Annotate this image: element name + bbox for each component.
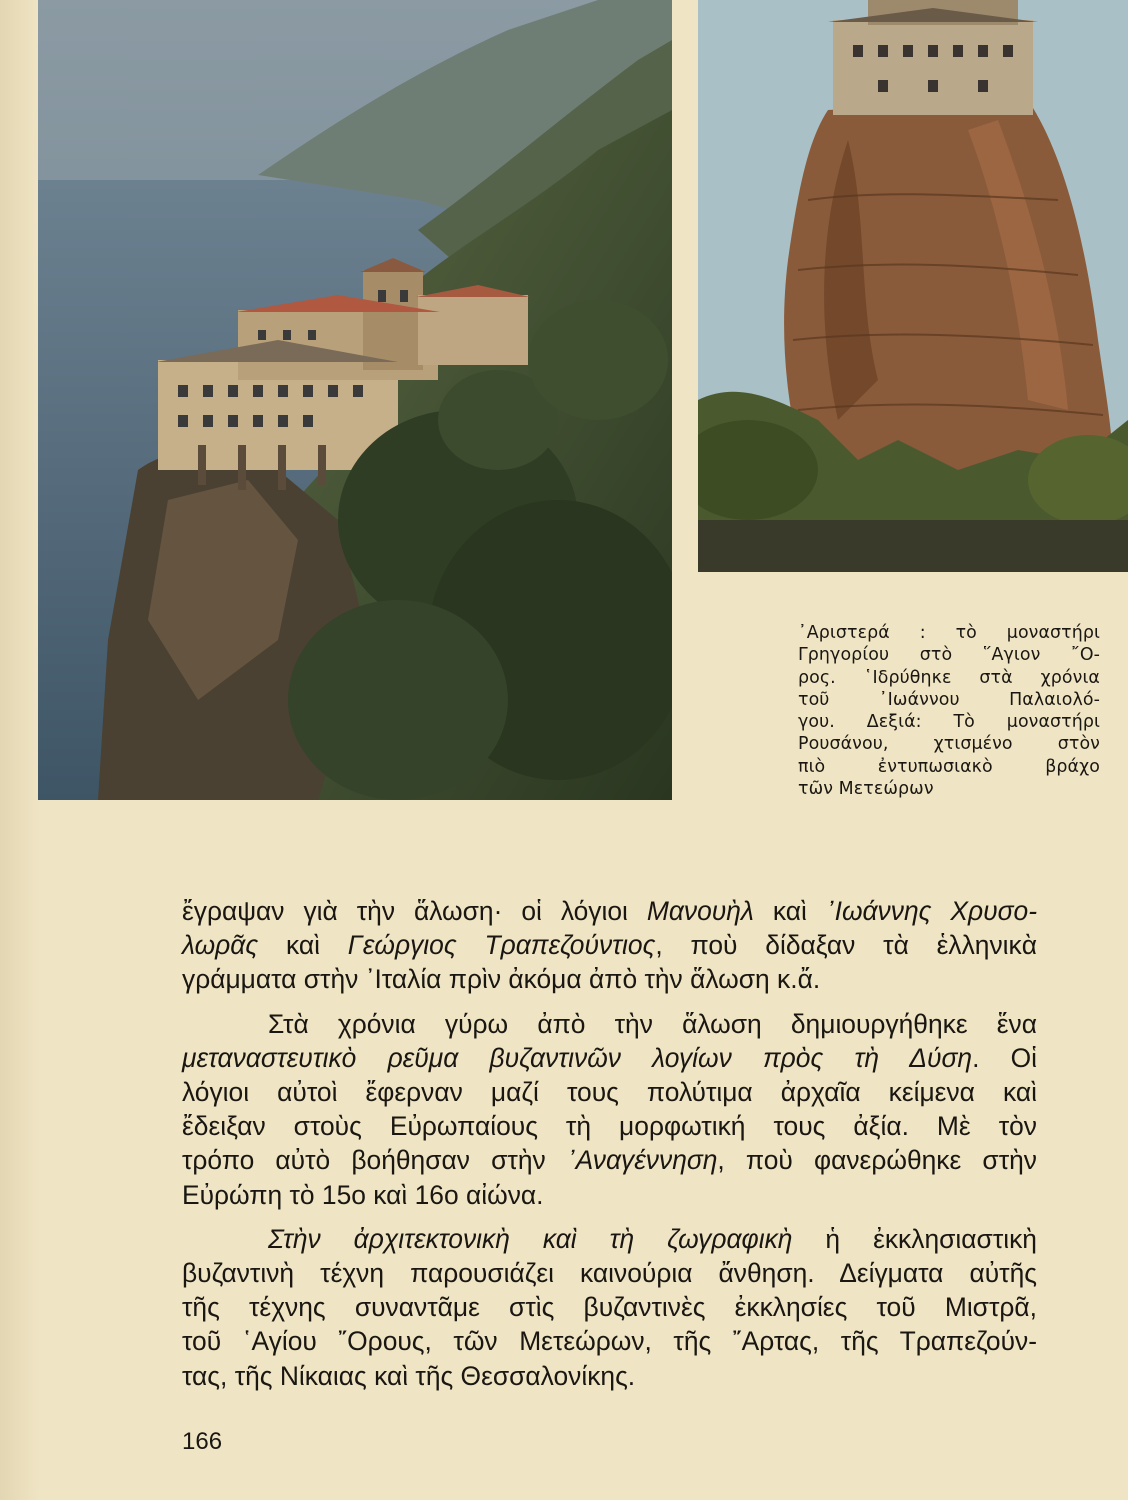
text-span: ἡ ἐκκλησιαστικὴ: [792, 1223, 1037, 1254]
meteora-illustration: [698, 0, 1128, 572]
photo-caption: [798, 622, 1100, 800]
text-span: τρόπο αὐτὸ βοήθησαν στὴν: [182, 1145, 567, 1176]
italic-phrase: μεταναστευτικὸ ρεῦμα βυζαντινῶν λογίων πρὸς τὴ Δύση: [182, 1042, 973, 1073]
caption-line: τῶν Μετεώρων: [798, 779, 934, 800]
page-edge: [0, 0, 40, 1500]
text-span: καὶ: [258, 930, 348, 961]
photo-grigoriou-monastery: [38, 0, 672, 800]
caption-line: πιὸ ἐντυπωσιακὸ βράχο: [798, 756, 1100, 777]
text-span: ἔγραψαν γιὰ τὴν ἅλωση· οἱ λόγιοι: [182, 896, 647, 926]
caption-line: τοῦ ᾿Ιωάννου Παλαιολό-: [798, 689, 1100, 710]
caption-line: ρος. ῾Ιδρύθηκε στὰ χρόνια: [798, 667, 1100, 688]
text-line: βυζαντινὴ τέχνη παρουσιάζει καινούρια ἄνθηση. Δείγματα αὐτῆς: [182, 1258, 1037, 1289]
paragraph-1: [182, 894, 1037, 997]
text-line: ἔδειξαν στοὺς Εὐρωπαίους τὴ μορφωτική τους ἀξία. Μὲ τὸν: [182, 1111, 1037, 1142]
italic-phrase: ᾿Αναγέννηση: [566, 1145, 718, 1176]
caption-line: ᾿Αριστερά : τὸ μοναστήρι: [798, 623, 1100, 643]
text-line: [182, 1041, 1037, 1075]
text-line: λόγιοι αὐτοὶ ἔφερναν μαζί τους πολύτιμα ἀρχαῖα κείμενα καὶ: [182, 1077, 1037, 1108]
text-span: , ποὺ φανερώθηκε στὴν: [717, 1145, 1037, 1176]
monastery-illustration: [38, 0, 672, 800]
photo-rousanou-monastery: [698, 0, 1128, 572]
caption-line: Ρουσάνου, χτισμένο στὸν: [798, 734, 1100, 755]
page-number: 166: [182, 1428, 223, 1455]
text-line: τας, τῆς Νίκαιας καὶ τῆς Θεσσαλονίκης.: [182, 1360, 636, 1391]
text-line: γράμματα στὴν ᾿Ιταλία πρὶν ἀκόμα ἀπὸ τὴν ἅλωση κ.ἄ.: [182, 964, 821, 995]
italic-phrase: Στὴν ἀρχιτεκτονικὴ καὶ τὴ ζωγραφικὴ: [268, 1223, 793, 1254]
text-line: τῆς τέχνης συναντᾶμε στὶς βυζαντινὲς ἐκκλησίες τοῦ Μιστρᾶ,: [182, 1292, 1037, 1323]
italic-name: λωρᾶς: [182, 930, 259, 961]
text-line: [182, 928, 1037, 962]
text-line: Εὐρώπη τὸ 15ο καὶ 16ο αἰώνα.: [182, 1179, 544, 1210]
italic-name: Μανουὴλ: [646, 896, 754, 926]
paragraph-2: [182, 1007, 1037, 1212]
text-span: , ποὺ δίδαξαν τὰ ἑλληνικὰ: [655, 930, 1037, 961]
body-text: [182, 894, 1037, 1393]
text-span: . Οἱ: [972, 1042, 1038, 1073]
paragraph-3: [182, 1222, 1037, 1393]
text-line: τοῦ ῾Αγίου ῎Ορους, τῶν Μετεώρων, τῆς ῎Αρτας, τῆς Τραπεζούν-: [182, 1326, 1037, 1357]
text-line: [182, 894, 1037, 928]
text-line: Στὰ χρόνια γύρω ἀπὸ τὴν ἅλωση δημιουργήθηκε ἕνα: [268, 1008, 1037, 1039]
text-line: [182, 1143, 1037, 1177]
text-span: καὶ: [753, 896, 826, 926]
caption-line: γου. Δεξιά: Τὸ μοναστήρι: [798, 712, 1100, 733]
italic-name: Γεώργιος Τραπεζούντιος: [347, 930, 656, 961]
text-line: [182, 1222, 1037, 1256]
italic-name: ᾿Ιωάννης Χρυσο-: [825, 896, 1037, 926]
caption-line: Γρηγορίου στὸ ῞Αγιον ῎Ο-: [798, 645, 1100, 666]
